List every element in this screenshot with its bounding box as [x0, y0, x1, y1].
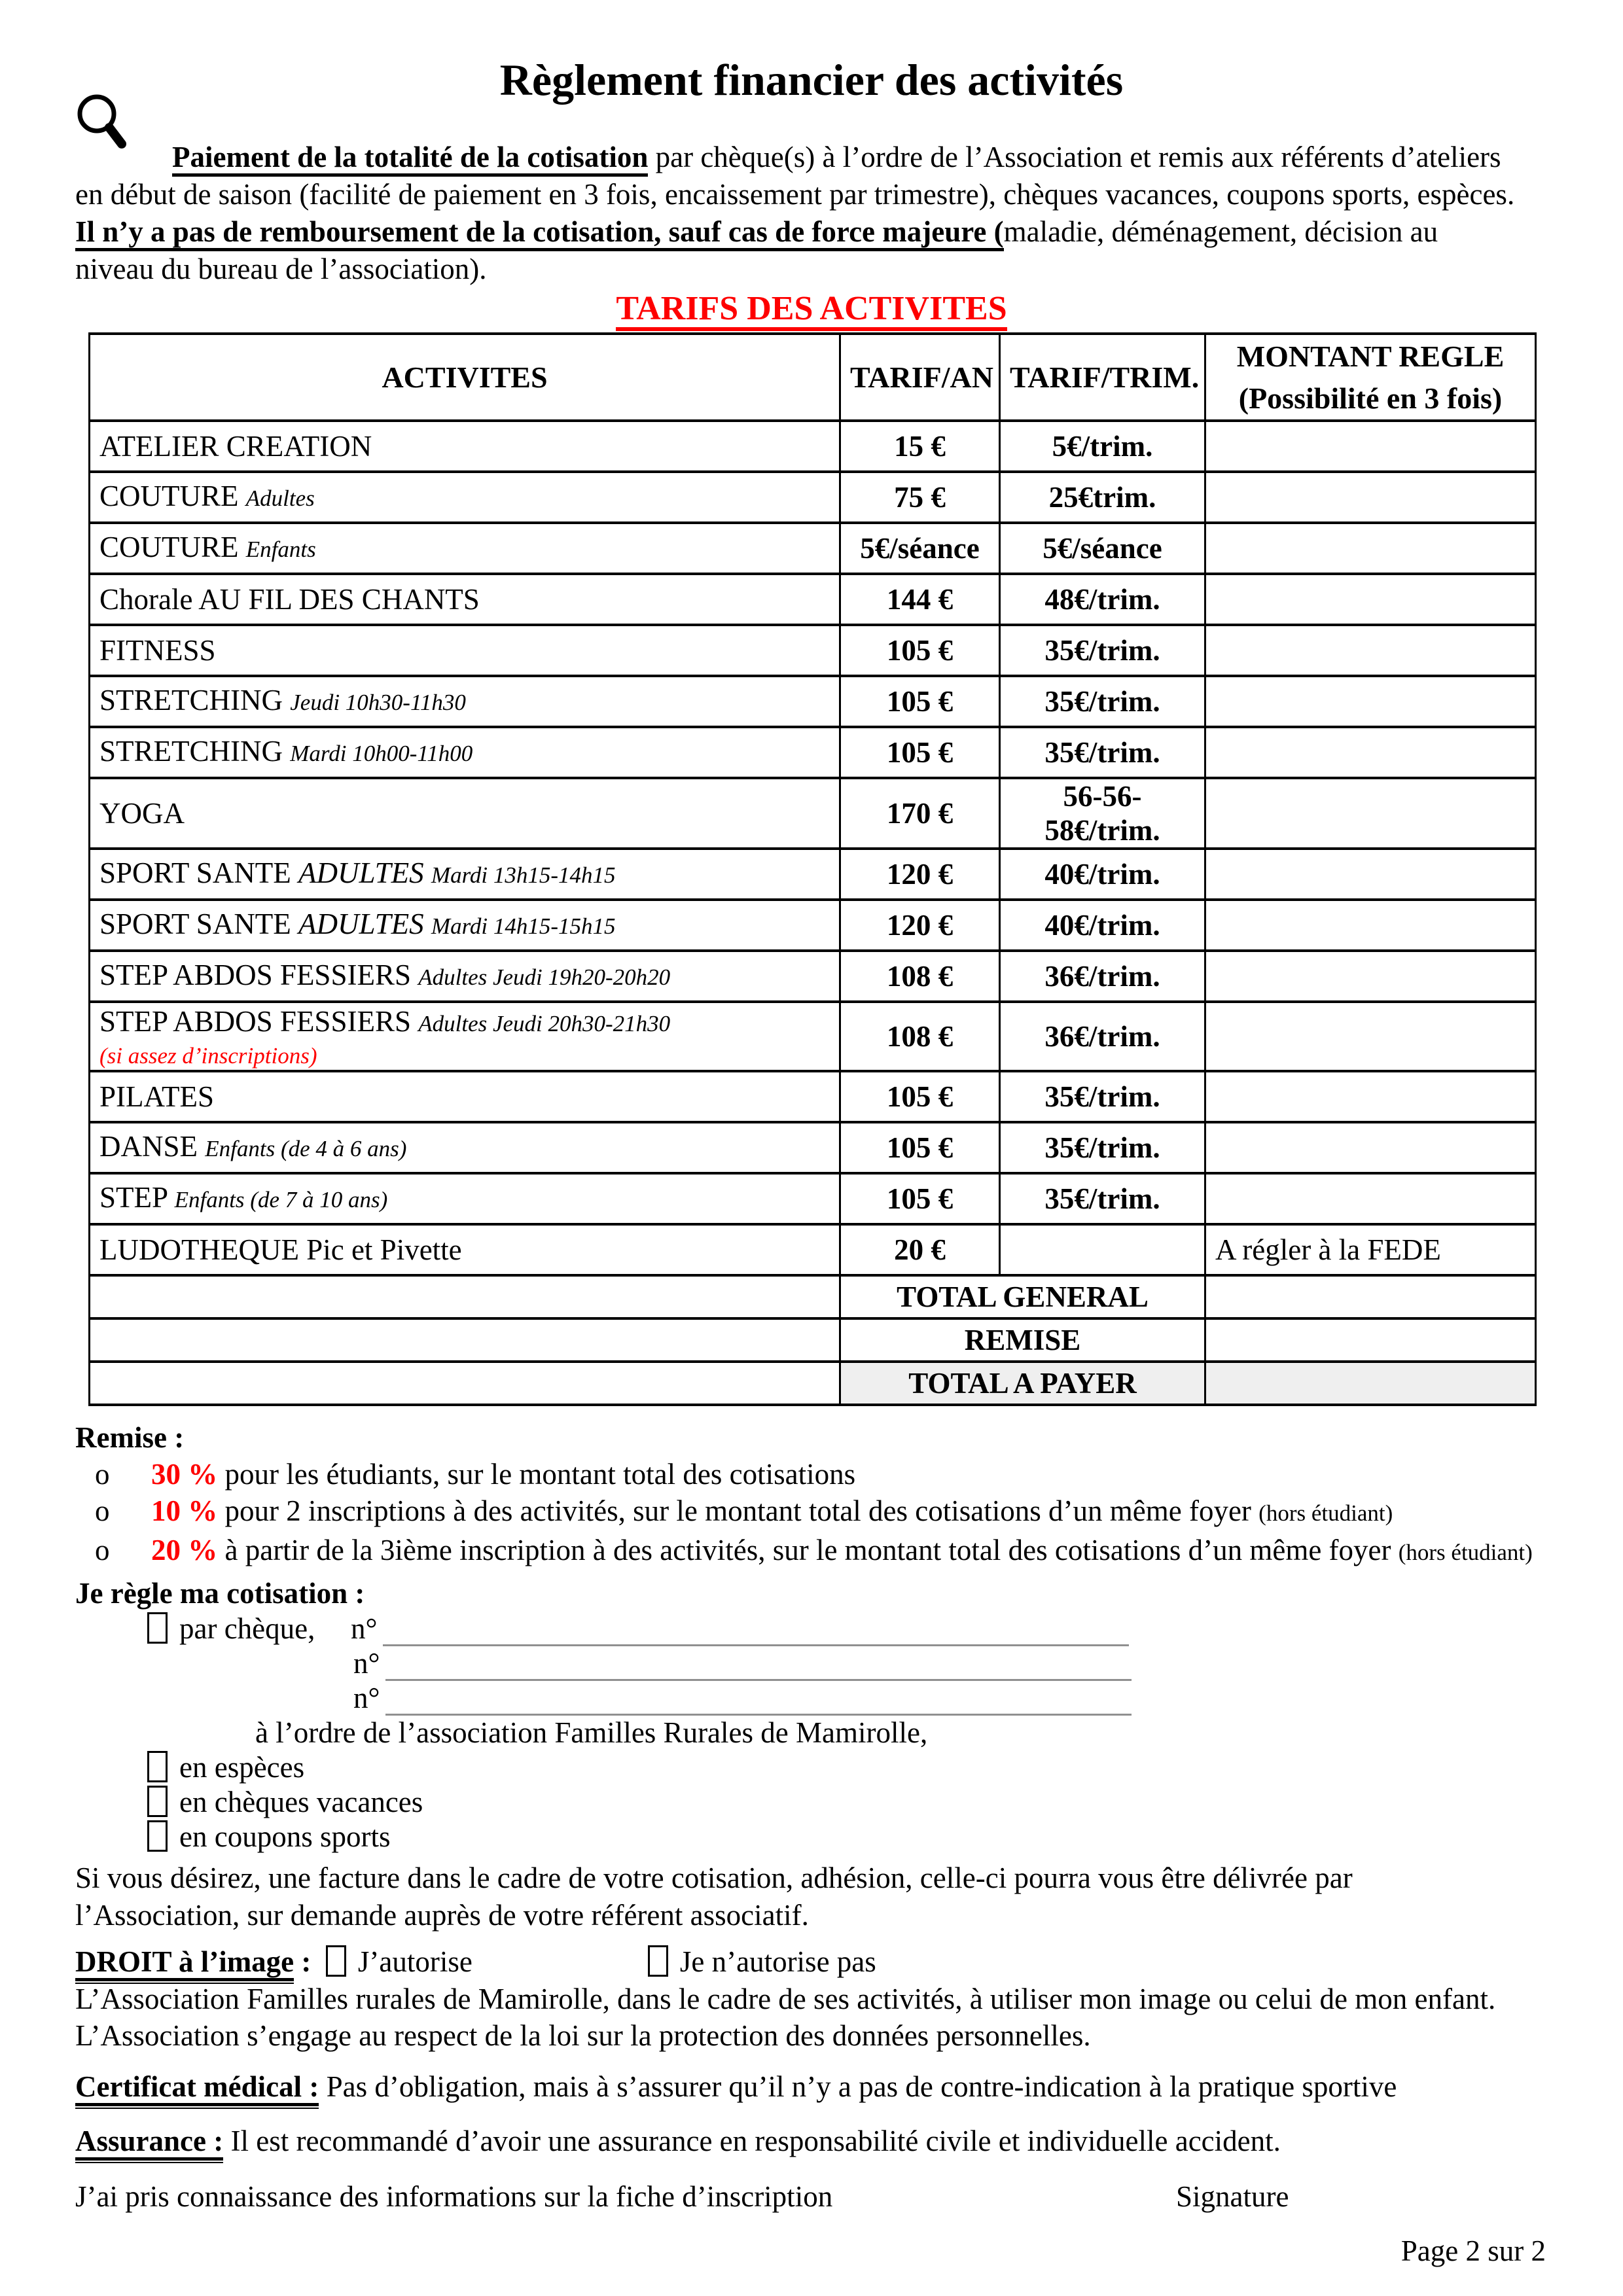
assurance-line: Assurance : Il est recommandé d’avoir une assurance en responsabilité civile et individuelle accident.: [75, 2123, 1623, 2160]
montant-cell[interactable]: [1205, 727, 1536, 778]
total-value-cell[interactable]: [1205, 1318, 1536, 1362]
bullet-marker: o: [95, 1494, 110, 1527]
remise-percent: 20 %: [151, 1534, 218, 1566]
montant-cell[interactable]: [1205, 1122, 1536, 1173]
montant-cell[interactable]: [1205, 421, 1536, 472]
activity-cell: LUDOTHEQUE Pic et Pivette: [90, 1224, 840, 1275]
activity-cell: STEP ABDOS FESSIERS Adultes Jeudi 19h20-20h20: [90, 951, 840, 1002]
page-number: Page 2 sur 2: [1400, 2234, 1546, 2267]
montant-cell[interactable]: A régler à la FEDE: [1205, 1224, 1536, 1275]
table-row: [90, 625, 1536, 676]
table-row: [90, 1071, 1536, 1122]
activity-cell: PILATES: [90, 1071, 840, 1122]
table-row: [90, 1122, 1536, 1173]
payment-line-especes: en espèces: [147, 1750, 1623, 1785]
activity-cell: Chorale AU FIL DES CHANTS: [90, 574, 840, 625]
num-label: n°: [353, 1682, 380, 1714]
tarif-an-cell: 15 €: [840, 421, 1000, 472]
activity-cell: SPORT SANTE ADULTES Mardi 13h15-14h15: [90, 849, 840, 900]
remise-text: pour 2 inscriptions à des activités, sur le montant total des cotisations d’un même foyer: [217, 1494, 1259, 1527]
tarif-an-cell: 105 €: [840, 1122, 1000, 1173]
montant-cell[interactable]: [1205, 951, 1536, 1002]
tarif-an-cell: 105 €: [840, 727, 1000, 778]
tarif-trim-cell: 35€/trim.: [1000, 727, 1205, 778]
montant-cell[interactable]: [1205, 676, 1536, 727]
payment-line-cheque: par chèque, n°: [147, 1612, 1623, 1646]
montant-cell[interactable]: [1205, 849, 1536, 900]
montant-cell[interactable]: [1205, 1071, 1536, 1122]
total-row: [90, 1318, 1536, 1362]
activity-cell: STEP ABDOS FESSIERS Adultes Jeudi 20h30-21h30 (si assez d’inscriptions): [90, 1002, 840, 1071]
col-header-montant: MONTANT REGLE (Possibilité en 3 fois): [1205, 334, 1536, 421]
remise-text: pour les étudiants, sur le montant total des cotisations: [217, 1458, 856, 1491]
tarif-trim-cell: 35€/trim.: [1000, 1122, 1205, 1173]
montant-cell[interactable]: [1205, 523, 1536, 574]
table-row: [90, 1173, 1536, 1224]
tarif-trim-cell: 35€/trim.: [1000, 1071, 1205, 1122]
tarif-an-cell: 75 €: [840, 472, 1000, 523]
tarif-an-cell: 120 €: [840, 849, 1000, 900]
certificat-line: Certificat médical : Pas d’obligation, mais à s’assurer qu’il n’y a pas de contre-indication à la pratique sportive: [75, 2068, 1623, 2106]
tarif-trim-cell: 40€/trim.: [1000, 900, 1205, 951]
tarif-trim-cell: 35€/trim.: [1000, 676, 1205, 727]
total-label: TOTAL A PAYER: [840, 1362, 1205, 1405]
activity-cell: STEP Enfants (de 7 à 10 ans): [90, 1173, 840, 1224]
facture-paragraph: Si vous désirez, une facture dans le cadre de votre cotisation, adhésion, celle-ci pourra vous être délivrée par l’Association, sur demande auprès de votre référent associatif.: [75, 1862, 1353, 1932]
col-header-tarif-an: TARIF/AN: [840, 334, 1000, 421]
montant-cell[interactable]: [1205, 1002, 1536, 1071]
checkbox-n-autorise[interactable]: [648, 1945, 668, 1977]
tarif-an-cell: 105 €: [840, 1071, 1000, 1122]
montant-cell[interactable]: [1205, 1173, 1536, 1224]
empty-region: [90, 1318, 840, 1362]
intro-line-1: Paiement de la totalité de la cotisation par chèque(s) à l’ordre de l’Association et remis aux référents d’ateliers: [75, 139, 1554, 176]
tarif-an-cell: 105 €: [840, 676, 1000, 727]
tarif-trim-cell: 35€/trim.: [1000, 625, 1205, 676]
intro-line-2: en début de saison (facilité de paiement en 3 fois, encaissement par trimestre), chèques vacances, coupons sports, espèces.: [75, 178, 1515, 211]
footer-line: [75, 2178, 1623, 2216]
remise-heading: Remise :: [75, 1421, 185, 1454]
tarif-an-cell: 20 €: [840, 1224, 1000, 1275]
col-header-activites: ACTIVITES: [90, 334, 840, 421]
remise-text: à partir de la 3ième inscription à des activités, sur le montant total des cotisations d’un même foyer: [217, 1534, 1399, 1566]
activity-cell: ATELIER CREATION: [90, 421, 840, 472]
total-row: [90, 1275, 1536, 1318]
bullet-marker: o: [95, 1534, 110, 1566]
page-title: Règlement financier des activités: [499, 55, 1124, 105]
checkbox-cheques-vacances[interactable]: [147, 1786, 168, 1817]
activity-cell: YOGA: [90, 778, 840, 849]
payment-heading: Je règle ma cotisation :: [75, 1577, 365, 1610]
table-row: [90, 900, 1536, 951]
tarif-trim-cell: 56-56-58€/trim.: [1000, 778, 1205, 849]
tarif-an-cell: 108 €: [840, 951, 1000, 1002]
tarif-trim-cell: 36€/trim.: [1000, 1002, 1205, 1071]
tarif-an-cell: 5€/séance: [840, 523, 1000, 574]
payment-line-num3: [353, 1681, 1623, 1716]
table-row: [90, 727, 1536, 778]
table-row: [90, 1224, 1536, 1275]
total-value-cell[interactable]: [1205, 1275, 1536, 1318]
payment-line-cheques-vacances: en chèques vacances: [147, 1785, 1623, 1820]
payment-order-line: à l’ordre de l’association Familles Rurales de Mamirolle,: [255, 1716, 928, 1749]
tarif-trim-cell: 48€/trim.: [1000, 574, 1205, 625]
tarif-an-cell: 120 €: [840, 900, 1000, 951]
tarif-trim-cell: 36€/trim.: [1000, 951, 1205, 1002]
table-row: [90, 1002, 1536, 1071]
montant-cell[interactable]: [1205, 900, 1536, 951]
table-header-row: [90, 334, 1536, 421]
total-label: REMISE: [840, 1318, 1205, 1362]
intro-line-4: niveau du bureau de l’association).: [75, 253, 487, 285]
table-row: [90, 421, 1536, 472]
montant-cell[interactable]: [1205, 472, 1536, 523]
checkbox-par-cheque[interactable]: [147, 1612, 168, 1644]
table-row: [90, 849, 1536, 900]
signature-label: Signature: [1176, 2180, 1289, 2213]
tarif-trim-cell: 40€/trim.: [1000, 849, 1205, 900]
payment-line-num2: [353, 1646, 1623, 1681]
num-label: n°: [353, 1647, 380, 1680]
table-row: [90, 574, 1536, 625]
activity-cell: STRETCHING Jeudi 10h30-11h30: [90, 676, 840, 727]
magnifier-icon: [75, 93, 131, 160]
checkbox-especes[interactable]: [147, 1751, 168, 1782]
activity-cell: DANSE Enfants (de 4 à 6 ans): [90, 1122, 840, 1173]
total-label: TOTAL GENERAL: [840, 1275, 1205, 1318]
remise-item: [95, 1492, 1623, 1532]
tarif-trim-cell: 25€trim.: [1000, 472, 1205, 523]
payment-line-coupons-sports: en coupons sports: [147, 1820, 1623, 1854]
total-value-cell[interactable]: [1205, 1362, 1536, 1405]
droit-image-line: DROIT à l’image : J’autorise Je n’autorise pas: [75, 1943, 1623, 1981]
tarifs-table: [88, 332, 1537, 1406]
num-label: n°: [351, 1612, 378, 1645]
table-row: [90, 676, 1536, 727]
empty-region: [90, 1362, 840, 1405]
activity-cell: STRETCHING Mardi 10h00-11h00: [90, 727, 840, 778]
tarif-trim-cell: 35€/trim.: [1000, 1173, 1205, 1224]
remise-small-text: (hors étudiant): [1258, 1500, 1393, 1526]
remise-small-text: (hors étudiant): [1398, 1540, 1533, 1565]
intro-line-3: Il n’y a pas de remboursement de la cotisation, sauf cas de force majeure (maladie, déménagement, décision au: [75, 213, 1554, 251]
col-header-tarif-trim: TARIF/TRIM.: [1000, 334, 1205, 421]
table-row: [90, 472, 1536, 523]
tarif-an-cell: 105 €: [840, 625, 1000, 676]
activity-note: (si assez d’inscriptions): [99, 1043, 317, 1069]
remise-percent: 10 %: [151, 1494, 218, 1527]
tarif-an-cell: 105 €: [840, 1173, 1000, 1224]
acknowledgement-text: J’ai pris connaissance des informations sur la fiche d’inscription: [75, 2180, 833, 2213]
activity-cell: COUTURE Adultes: [90, 472, 840, 523]
activity-cell: COUTURE Enfants: [90, 523, 840, 574]
droit-body-2: L’Association s’engage au respect de la loi sur la protection des données personnelles.: [75, 2019, 1091, 2052]
remise-item: [95, 1456, 1623, 1492]
checkbox-autorise[interactable]: [326, 1945, 346, 1977]
tarif-trim-cell: 5€/trim.: [1000, 421, 1205, 472]
activity-cell: SPORT SANTE ADULTES Mardi 14h15-15h15: [90, 900, 840, 951]
activity-cell: FITNESS: [90, 625, 840, 676]
empty-region: [90, 1275, 840, 1318]
tarifs-heading: TARIFS DES ACTIVITES: [0, 289, 1623, 328]
montant-cell[interactable]: [1205, 574, 1536, 625]
remise-percent: 30 %: [151, 1458, 218, 1491]
table-row: [90, 523, 1536, 574]
intro-paragraph: [75, 139, 1554, 288]
remise-list: [0, 1456, 1623, 1571]
tarif-trim-cell: 5€/séance: [1000, 523, 1205, 574]
remise-item: [95, 1532, 1623, 1571]
tarif-trim-cell: [1000, 1224, 1205, 1275]
table-row: [90, 951, 1536, 1002]
total-row: [90, 1362, 1536, 1405]
tarif-an-cell: 144 €: [840, 574, 1000, 625]
tarif-an-cell: 108 €: [840, 1002, 1000, 1071]
checkbox-coupons-sports[interactable]: [147, 1820, 168, 1852]
bullet-marker: o: [95, 1458, 110, 1491]
tarif-an-cell: 170 €: [840, 778, 1000, 849]
table-row: [90, 778, 1536, 849]
montant-cell[interactable]: [1205, 625, 1536, 676]
montant-cell[interactable]: [1205, 778, 1536, 849]
droit-body-1: L’Association Familles rurales de Mamirolle, dans le cadre de ses activités, à utiliser mon image ou celui de mon enfant.: [75, 1983, 1496, 2015]
